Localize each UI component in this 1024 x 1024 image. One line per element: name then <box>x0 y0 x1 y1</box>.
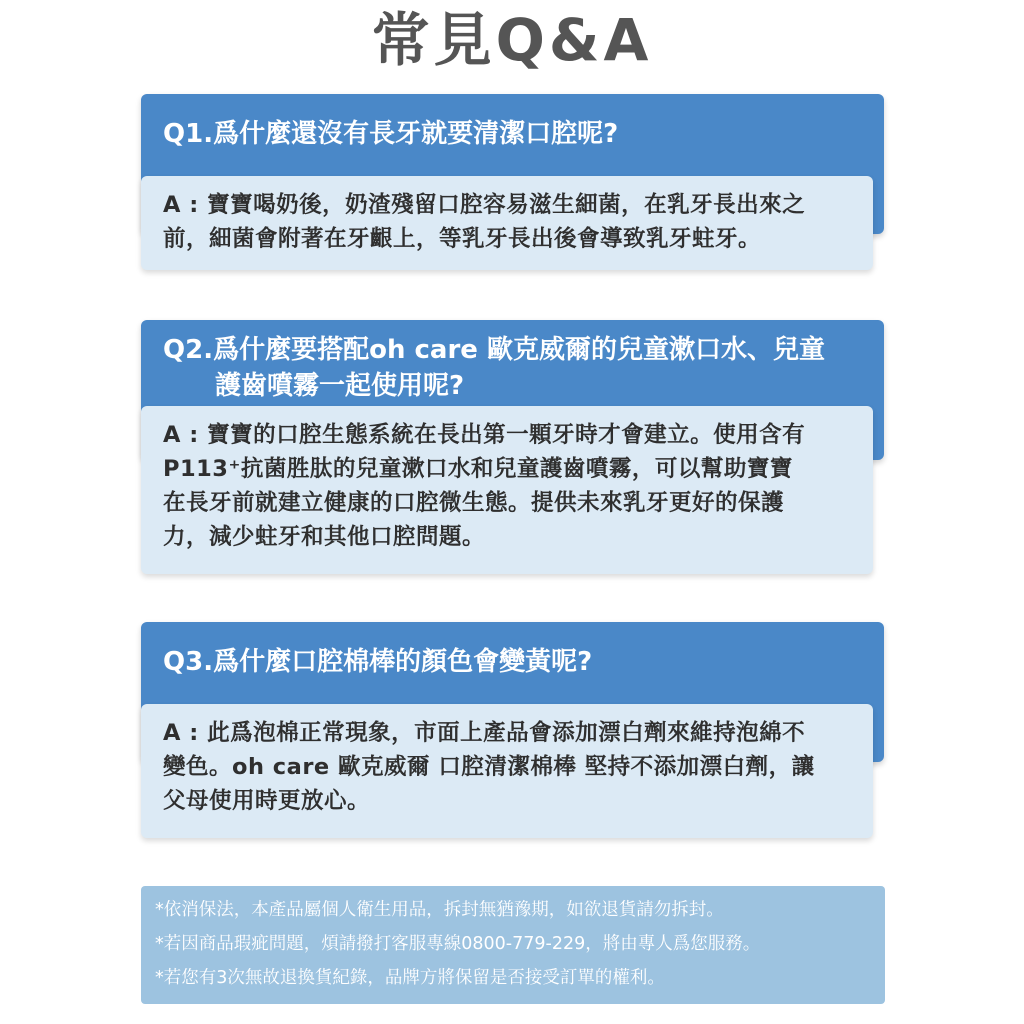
answer-text <box>163 188 861 256</box>
answer-line: 力，減少蛀牙和其他口腔問題。 <box>163 524 486 550</box>
answer-line: 在長牙前就建立健康的口腔微生態。提供未來乳牙更好的保護 <box>163 490 785 516</box>
notice-line: *若因商品瑕疵問題，煩請撥打客服專線0800-779-229，將由專人爲您服務。 <box>155 934 761 954</box>
question-number: Q1. <box>163 119 214 149</box>
answer-line: A : 此爲泡棉正常現象，市面上產品會添加漂白劑來維持泡綿不 <box>163 720 806 746</box>
question-line: 爲什麼要搭配oh care 歐克威爾的兒童漱口水、兒童 <box>213 335 825 365</box>
question-number: Q3. <box>163 647 214 677</box>
answer-text <box>163 418 861 554</box>
answer-box <box>141 176 873 270</box>
question-line: 爲什麼還沒有長牙就要清潔口腔呢? <box>213 119 619 149</box>
notice-line: *若您有3次無故退換貨紀錄，品牌方將保留是否接受訂單的權利。 <box>155 968 665 988</box>
answer-box <box>141 704 873 838</box>
question-line-2: 護齒噴霧一起使用呢? <box>215 371 465 401</box>
answer-box <box>141 406 873 574</box>
answer-line: A : 寶寶喝奶後，奶渣殘留口腔容易滋生細菌，在乳牙長出來之 <box>163 192 806 218</box>
question-text <box>163 116 866 152</box>
faq-item-3 <box>141 622 884 842</box>
faq-item-1 <box>141 94 884 274</box>
answer-text <box>163 716 861 818</box>
question-text <box>163 332 866 404</box>
answer-line: 前，細菌會附著在牙齦上，等乳牙長出後會導致乳牙蛀牙。 <box>163 226 762 252</box>
answer-line: 父母使用時更放心。 <box>163 788 371 814</box>
answer-line: A : 寶寶的口腔生態系統在長出第一顆牙時才會建立。使用含有 <box>163 422 806 448</box>
notice-line: *依消保法，本產品屬個人衛生用品，拆封無猶豫期，如欲退貨請勿拆封。 <box>155 900 724 920</box>
notice-box <box>141 886 885 1004</box>
answer-line: P113⁺抗菌胜肽的兒童漱口水和兒童護齒噴霧，可以幫助寶寶 <box>163 456 793 482</box>
question-text <box>163 644 866 680</box>
faq-item-2 <box>141 320 884 578</box>
question-number: Q2. <box>163 335 214 365</box>
answer-line: 變色。oh care 歐克威爾 口腔清潔棉棒 堅持不添加漂白劑，讓 <box>163 754 815 780</box>
question-line: 爲什麼口腔棉棒的顏色會變黃呢? <box>213 647 593 677</box>
page-title: 常見Q&A <box>371 6 653 74</box>
